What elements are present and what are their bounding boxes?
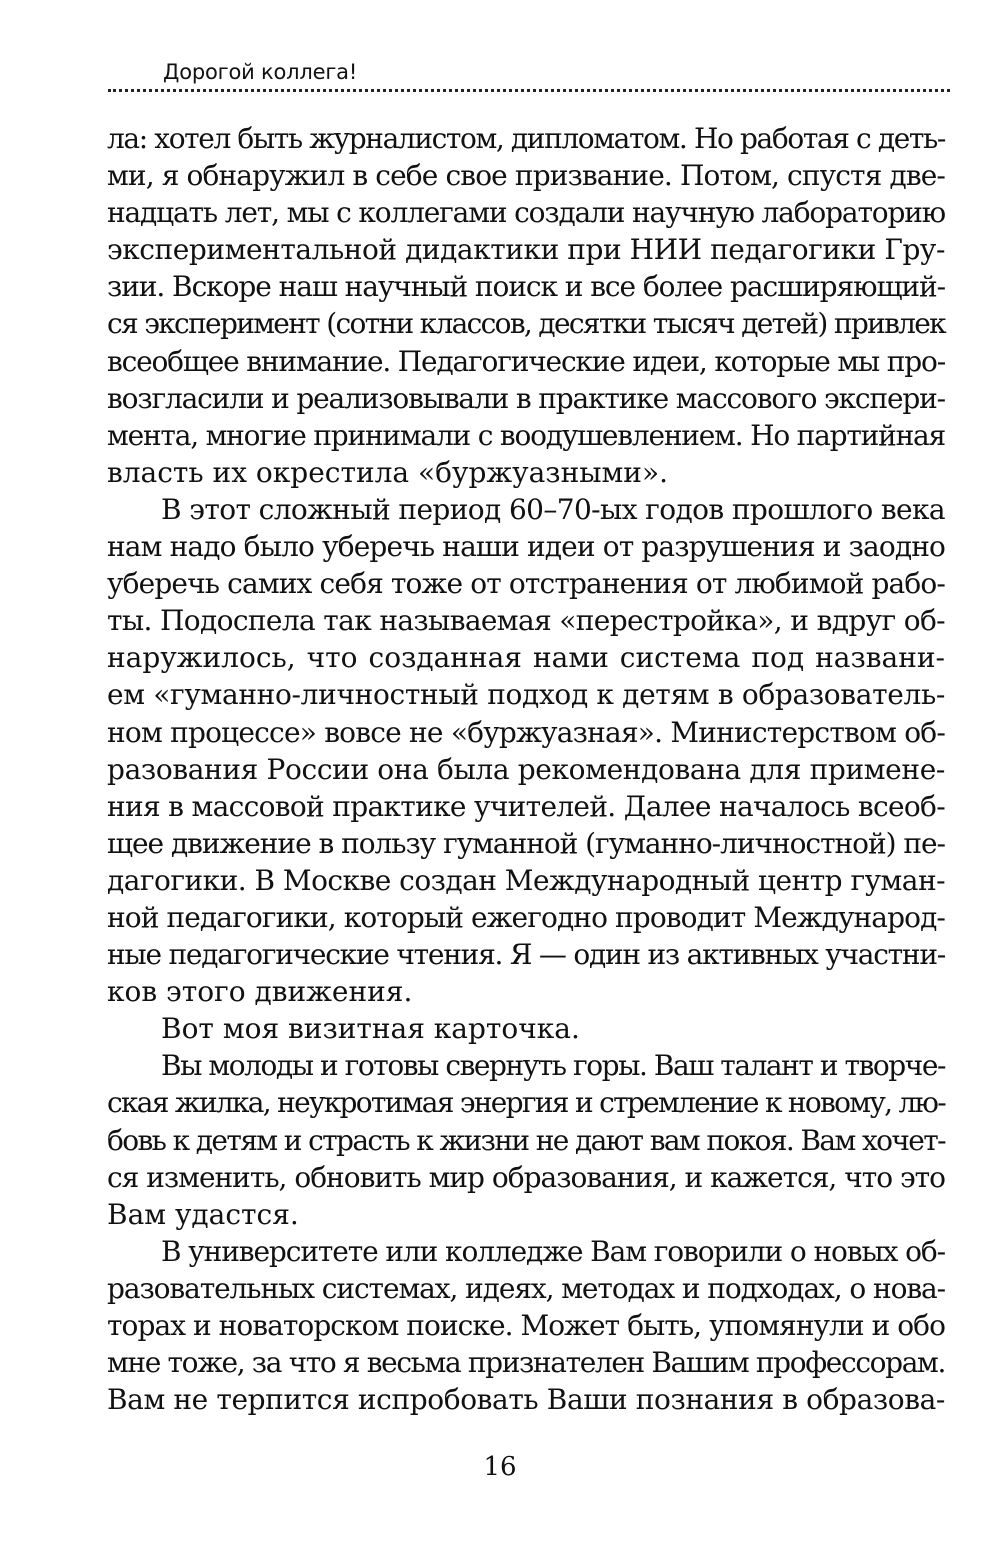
text-line: мента, многие принимали с воодушевлением. Но партийная: [107, 418, 946, 452]
text-line: разования России она была рекомендована для примене-: [107, 752, 946, 786]
text-line: ты. Подоспела так называемая «перестройка», и вдруг об-: [107, 604, 945, 638]
text-line: В этот сложный период 60–70-ых годов прошлого века: [161, 492, 945, 526]
text-line: ем «гуманно-личностный подход к детям в образователь-: [107, 678, 945, 712]
text-line: торах и новаторском поиске. Может быть, упомянули и обо: [107, 1309, 945, 1342]
text-line: мне тоже, за что я весьма признателен Вашим профессорам.: [107, 1346, 945, 1380]
text-line: ся изменить, обновить мир образования, и кажется, что это: [107, 1160, 945, 1194]
text-line: всеобщее внимание. Педагогические идеи, которые мы про-: [107, 344, 945, 378]
running-title: Дорогой коллега!: [163, 60, 358, 84]
text-line: наружилось, что созданная нами система под названи-: [107, 641, 945, 675]
text-line: надцать лет, мы с коллегами создали научную лабораторию: [107, 196, 946, 230]
text-line: бовь к детям и страсть к жизни не дают вам покоя. Вам хочет-: [107, 1123, 945, 1157]
text-line: В университете или колледже Вам говорили о новых об-: [161, 1234, 946, 1268]
text-line: дагогики. В Москве создан Международный центр гуман-: [107, 863, 946, 897]
text-line: нам надо было уберечь наши идеи от разрушения и заодно: [107, 530, 946, 564]
text-line: ной педагогики, который ежегодно проводит Международ-: [107, 900, 946, 934]
text-line: Вам не терпится испробовать Ваши познания в образова-: [107, 1383, 945, 1417]
text-line: Вот моя визитная карточка.: [161, 1012, 580, 1046]
text-line: ния в массовой практике учителей. Далее началось всеоб-: [107, 789, 945, 823]
text-line: ся эксперимент (сотни классов, десятки тысяч детей) привлек: [107, 307, 945, 341]
text-line: Вы молоды и готовы свернуть горы. Ваш талант и творче-: [161, 1049, 945, 1083]
text-line: зии. Вскоре наш научный поиск и все более расширяющий-: [107, 270, 945, 304]
text-line: власть их окрестила «буржуазными».: [107, 455, 668, 489]
page-number: 16: [483, 1452, 517, 1482]
text-line: ные педагогические чтения. Я — один из активных участни-: [107, 938, 945, 972]
text-line: ла: хотел быть журналистом, дипломатом. Но работая с деть-: [107, 122, 945, 155]
text-line: разовательных системах, идеях, методах и подходах, о нова-: [107, 1271, 946, 1305]
text-line: ков этого движения.: [107, 975, 413, 1009]
body-text: [107, 120, 945, 1418]
text-line: экспериментальной дидактики при НИИ педагогики Гру-: [107, 233, 945, 267]
text-line: ми, я обнаружил в себе свое призвание. Потом, спустя две-: [107, 159, 945, 193]
text-line: возгласили и реализовывали в практике массового экспери-: [107, 381, 945, 415]
text-line: уберечь самих себя тоже от отстранения от любимой рабо-: [107, 567, 945, 601]
text-line: ская жилка, неукротимая энергия и стремление к новому, лю-: [107, 1086, 945, 1120]
text-line: Вам удастся.: [107, 1197, 299, 1231]
header-dotted-rule: [108, 89, 950, 92]
text-line: ном процессе» вовсе не «буржуазная». Министерством об-: [107, 715, 946, 749]
text-line: щее движение в пользу гуманной (гуманно-личностной) пе-: [107, 826, 945, 860]
